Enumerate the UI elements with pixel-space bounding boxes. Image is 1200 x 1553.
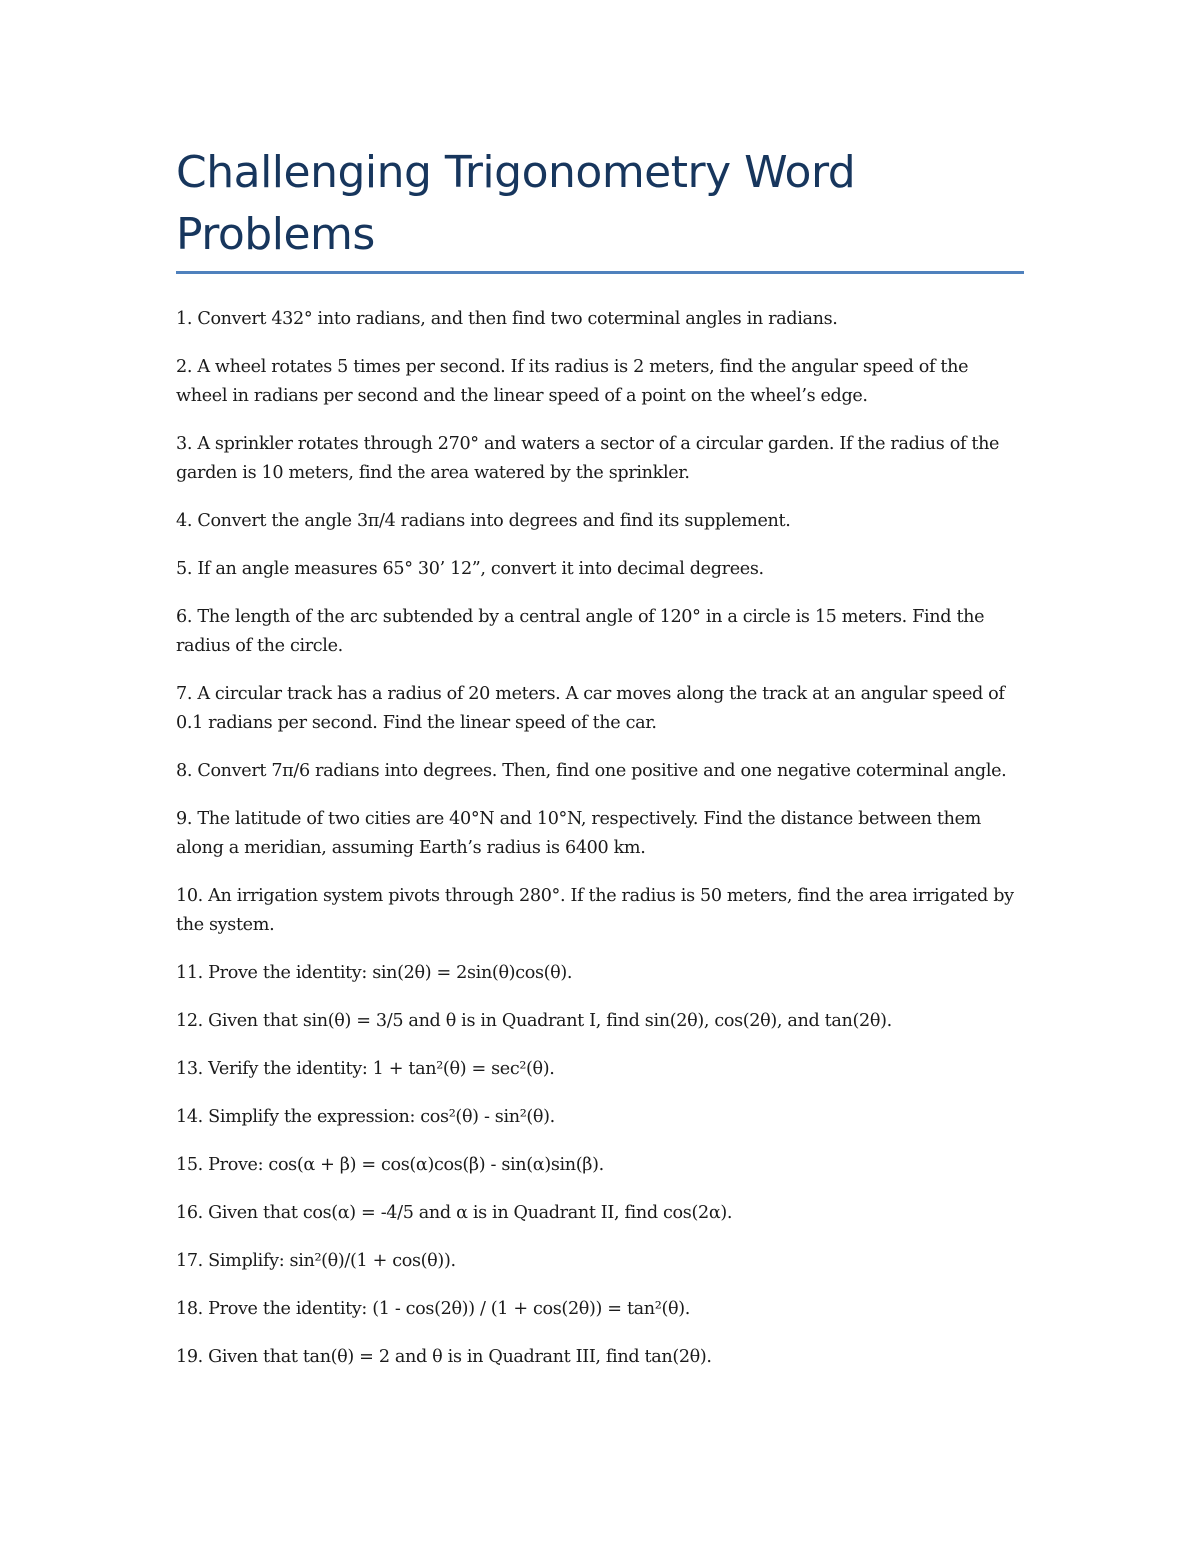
problem-item: 6. The length of the arc subtended by a central angle of 120° in a circle is 15 meters. Find the radius of the circle. (176, 607, 985, 656)
problem-item: 3. A sprinkler rotates through 270° and waters a sector of a circular garden. If the radius of the garden is 10 meters, find the area watered by the sprinkler. (176, 434, 1000, 483)
problem-item: 12. Given that sin(θ) = 3/5 and θ is in Quadrant I, find sin(2θ), cos(2θ), and tan(2θ). (176, 1011, 892, 1031)
problem-item: 19. Given that tan(θ) = 2 and θ is in Quadrant III, find tan(2θ). (176, 1347, 712, 1367)
problem-item: 10. An irrigation system pivots through 280°. If the radius is 50 meters, find the area irrigated by the system. (176, 886, 1014, 935)
problem-item: 8. Convert 7π/6 radians into degrees. Then, find one positive and one negative coterminal angle. (176, 761, 1007, 781)
problem-item: 17. Simplify: sin²(θ)/(1 + cos(θ)). (176, 1251, 456, 1271)
problem-item: 9. The latitude of two cities are 40°N and 10°N, respectively. Find the distance between them along a meridian, assuming Earth’s radius is 6400 km. (176, 809, 981, 858)
problem-item: 5. If an angle measures 65° 30’ 12”, convert it into decimal degrees. (176, 559, 764, 579)
problem-item: 16. Given that cos(α) = -4/5 and α is in Quadrant II, find cos(2α). (176, 1203, 733, 1223)
problem-item: 13. Verify the identity: 1 + tan²(θ) = sec²(θ). (176, 1059, 555, 1079)
problem-list (176, 305, 1024, 1391)
problem-item: 15. Prove: cos(α + β) = cos(α)cos(β) - sin(α)sin(β). (176, 1155, 604, 1175)
problem-item: 2. A wheel rotates 5 times per second. If its radius is 2 meters, find the angular speed of the wheel in radians per second and the linear speed of a point on the wheel’s edge. (176, 357, 969, 406)
problem-item: 1. Convert 432° into radians, and then find two coterminal angles in radians. (176, 309, 838, 329)
problem-item: 11. Prove the identity: sin(2θ) = 2sin(θ)cos(θ). (176, 963, 573, 983)
document-title: Challenging Trigonometry Word Problems (176, 147, 856, 260)
problem-item: 18. Prove the identity: (1 - cos(2θ)) / (1 + cos(2θ)) = tan²(θ). (176, 1299, 690, 1319)
problem-item: 14. Simplify the expression: cos²(θ) - sin²(θ). (176, 1107, 555, 1127)
title-underline (176, 271, 1024, 274)
problem-item: 4. Convert the angle 3π/4 radians into degrees and find its supplement. (176, 511, 791, 531)
problem-item: 7. A circular track has a radius of 20 meters. A car moves along the track at an angular speed of 0.1 radians per second. Find the linear speed of the car. (176, 684, 1005, 733)
